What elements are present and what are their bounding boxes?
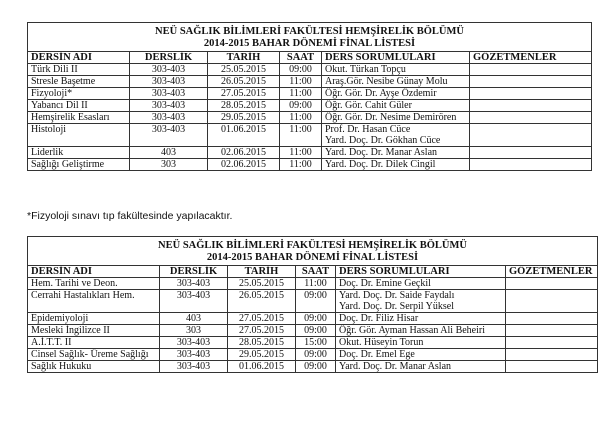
lecturer-cell — [322, 88, 470, 100]
date-cell: 25.05.2015 — [228, 278, 296, 290]
course-cell: Histoloji — [28, 124, 130, 147]
lecturer-cell — [322, 64, 470, 76]
course-cell: Stresle Başetme — [28, 76, 130, 88]
course-cell: Türk Dili II — [28, 64, 130, 76]
table-title — [28, 23, 592, 52]
lecturer-name: Öğr. Gör. Ayman Hassan Ali Beheiri — [339, 325, 486, 336]
lecturer-name: Araş.Gör. Nesibe Günay Molu — [325, 76, 448, 87]
course-cell: Epidemiyoloji — [28, 313, 160, 325]
course-cell: Mesleki İngilizce II — [28, 325, 160, 337]
lecturer-name: Yard. Doç. Dr. Saide Faydalı — [339, 290, 455, 301]
table-body — [28, 278, 598, 373]
time-cell: 09:00 — [296, 313, 336, 325]
table-body — [28, 64, 592, 171]
date-cell: 02.06.2015 — [208, 147, 280, 159]
time-cell: 09:00 — [280, 64, 322, 76]
date-cell: 27.05.2015 — [228, 313, 296, 325]
header-lecturers: DERS SORUMLULARI — [322, 52, 470, 64]
lecturer-cell — [336, 361, 506, 373]
room-cell: 303 — [160, 325, 228, 337]
course-cell: Hem. Tarihi ve Deon. — [28, 278, 160, 290]
lecturer-cell — [336, 278, 506, 290]
course-cell: A.İ.T.T. II — [28, 337, 160, 349]
lecturer-cell — [336, 337, 506, 349]
lecturer-name: Yard. Doç. Dr. Manar Aslan — [339, 361, 452, 372]
exam-schedule-table-2 — [27, 236, 598, 373]
header-room: DERSLİK — [160, 266, 228, 278]
header-time: SAAT — [280, 52, 322, 64]
lecturer-cell — [322, 112, 470, 124]
table-title — [28, 237, 598, 266]
lecturer-cell — [322, 100, 470, 112]
lecturer-name: Okut. Hüseyin Torun — [339, 337, 424, 348]
lecturer-name: Yard. Doç. Dr. Dilek Cingil — [325, 159, 436, 170]
lecturer-cell — [322, 159, 470, 171]
room-cell: 303 — [130, 159, 208, 171]
title-line-1: NEÜ SAĞLIK BİLİMLERİ FAKÜLTESİ HEMŞİRELİK BÖLÜMÜ — [155, 26, 464, 37]
date-cell: 29.05.2015 — [228, 349, 296, 361]
course-cell: Fizyoloji* — [28, 88, 130, 100]
header-lecturers: DERS SORUMLULARI — [336, 266, 506, 278]
room-cell: 303-403 — [160, 349, 228, 361]
course-cell: Cerrahi Hastalıkları Hem. — [28, 290, 160, 313]
lecturer-name: Prof. Dr. Hasan Cüce — [325, 124, 411, 135]
title-line-2: 2014-2015 BAHAR DÖNEMİ FİNAL LİSTESİ — [203, 37, 416, 49]
header-date: TARİH — [208, 52, 280, 64]
proctors-cell — [506, 278, 598, 290]
room-cell: 303-403 — [160, 361, 228, 373]
proctors-cell — [470, 64, 592, 76]
course-cell: Hemşirelik Esasları — [28, 112, 130, 124]
header-course: DERSİN ADI — [28, 52, 130, 64]
course-cell: Cinsel Sağlık- Üreme Sağlığı — [28, 349, 160, 361]
date-cell: 29.05.2015 — [208, 112, 280, 124]
proctors-cell — [470, 100, 592, 112]
table-row — [28, 278, 598, 290]
date-cell: 26.05.2015 — [228, 290, 296, 313]
table-title-row — [28, 23, 592, 52]
room-cell: 403 — [160, 313, 228, 325]
room-cell: 403 — [130, 147, 208, 159]
footnote: *Fizyoloji sınavı tıp fakültesinde yapılacaktır. — [27, 210, 233, 222]
lecturer-name: Okut. Türkan Topçu — [325, 64, 406, 75]
table-row — [28, 147, 592, 159]
table-title-row — [28, 237, 598, 266]
lecturer-name: Yard. Doç. Dr. Manar Aslan — [325, 147, 438, 158]
proctors-cell — [470, 159, 592, 171]
lecturer-name: Doç. Dr. Emine Geçkil — [339, 278, 431, 289]
time-cell: 09:00 — [296, 349, 336, 361]
lecturer-cell — [336, 325, 506, 337]
date-cell: 28.05.2015 — [228, 337, 296, 349]
table-row — [28, 64, 592, 76]
time-cell: 09:00 — [296, 290, 336, 313]
lecturer-cell — [322, 76, 470, 88]
room-cell: 303-403 — [130, 76, 208, 88]
room-cell: 303-403 — [130, 124, 208, 147]
header-course: DERSİN ADI — [28, 266, 160, 278]
lecturer-name: Öğr. Gör. Dr. Nesime Demirören — [325, 112, 457, 123]
table-row — [28, 361, 598, 373]
room-cell: 303-403 — [130, 88, 208, 100]
header-row — [28, 266, 598, 278]
course-cell: Yabancı Dil II — [28, 100, 130, 112]
time-cell: 09:00 — [296, 325, 336, 337]
date-cell: 02.06.2015 — [208, 159, 280, 171]
date-cell: 27.05.2015 — [228, 325, 296, 337]
proctors-cell — [470, 112, 592, 124]
lecturer-cell — [336, 313, 506, 325]
header-proctors: GÖZETMENLER — [470, 52, 592, 64]
course-cell: Sağlığı Geliştirme — [28, 159, 130, 171]
header-date: TARİH — [228, 266, 296, 278]
room-cell: 303-403 — [130, 64, 208, 76]
time-cell: 11:00 — [280, 159, 322, 171]
date-cell: 25.05.2015 — [208, 64, 280, 76]
table-row — [28, 159, 592, 171]
table-row — [28, 349, 598, 361]
course-cell: Sağlık Hukuku — [28, 361, 160, 373]
table-row — [28, 313, 598, 325]
lecturer-name-2: Yard. Doç. Dr. Gökhan Cüce — [325, 135, 441, 146]
table-row — [28, 112, 592, 124]
time-cell: 11:00 — [280, 147, 322, 159]
time-cell: 11:00 — [296, 278, 336, 290]
date-cell: 28.05.2015 — [208, 100, 280, 112]
proctors-cell — [506, 290, 598, 313]
time-cell: 09:00 — [280, 100, 322, 112]
time-cell: 11:00 — [280, 124, 322, 147]
time-cell: 11:00 — [280, 76, 322, 88]
table-row — [28, 88, 592, 100]
lecturer-cell — [322, 124, 470, 147]
date-cell: 27.05.2015 — [208, 88, 280, 100]
lecturer-cell — [336, 290, 506, 313]
proctors-cell — [506, 361, 598, 373]
header-row — [28, 52, 592, 64]
time-cell: 11:00 — [280, 112, 322, 124]
time-cell: 15:00 — [296, 337, 336, 349]
proctors-cell — [506, 313, 598, 325]
room-cell: 303-403 — [130, 100, 208, 112]
lecturer-cell — [322, 147, 470, 159]
lecturer-name-2: Yard. Doç. Dr. Serpil Yüksel — [339, 301, 454, 312]
date-cell: 01.06.2015 — [208, 124, 280, 147]
lecturer-name: Doç. Dr. Filiz Hisar — [339, 313, 419, 324]
proctors-cell — [470, 124, 592, 147]
proctors-cell — [506, 349, 598, 361]
proctors-cell — [470, 147, 592, 159]
room-cell: 303-403 — [130, 112, 208, 124]
lecturer-name: Doç. Dr. Emel Ege — [339, 349, 415, 360]
exam-schedule-table-1 — [27, 22, 592, 171]
room-cell: 303-403 — [160, 290, 228, 313]
header-room: DERSLİK — [130, 52, 208, 64]
date-cell: 26.05.2015 — [208, 76, 280, 88]
table-row — [28, 325, 598, 337]
table-row — [28, 100, 592, 112]
proctors-cell — [506, 337, 598, 349]
table-row — [28, 76, 592, 88]
title-line-2: 2014-2015 BAHAR DÖNEMİ FİNAL LİSTESİ — [206, 251, 419, 263]
date-cell: 01.06.2015 — [228, 361, 296, 373]
table-row — [28, 124, 592, 147]
time-cell: 09:00 — [296, 361, 336, 373]
proctors-cell — [506, 325, 598, 337]
lecturer-name: Öğr. Gör. Dr. Ayşe Özdemir — [325, 88, 437, 99]
table-row — [28, 337, 598, 349]
lecturer-name: Öğr. Gör. Cahit Güler — [325, 100, 412, 111]
course-cell: Liderlik — [28, 147, 130, 159]
header-time: SAAT — [296, 266, 336, 278]
room-cell: 303-403 — [160, 337, 228, 349]
time-cell: 11:00 — [280, 88, 322, 100]
table-row — [28, 290, 598, 313]
lecturer-cell — [336, 349, 506, 361]
title-line-1: NEÜ SAĞLIK BİLİMLERİ FAKÜLTESİ HEMŞİRELİK BÖLÜMÜ — [158, 240, 467, 251]
room-cell: 303-403 — [160, 278, 228, 290]
proctors-cell — [470, 76, 592, 88]
proctors-cell — [470, 88, 592, 100]
header-proctors: GÖZETMENLER — [506, 266, 598, 278]
